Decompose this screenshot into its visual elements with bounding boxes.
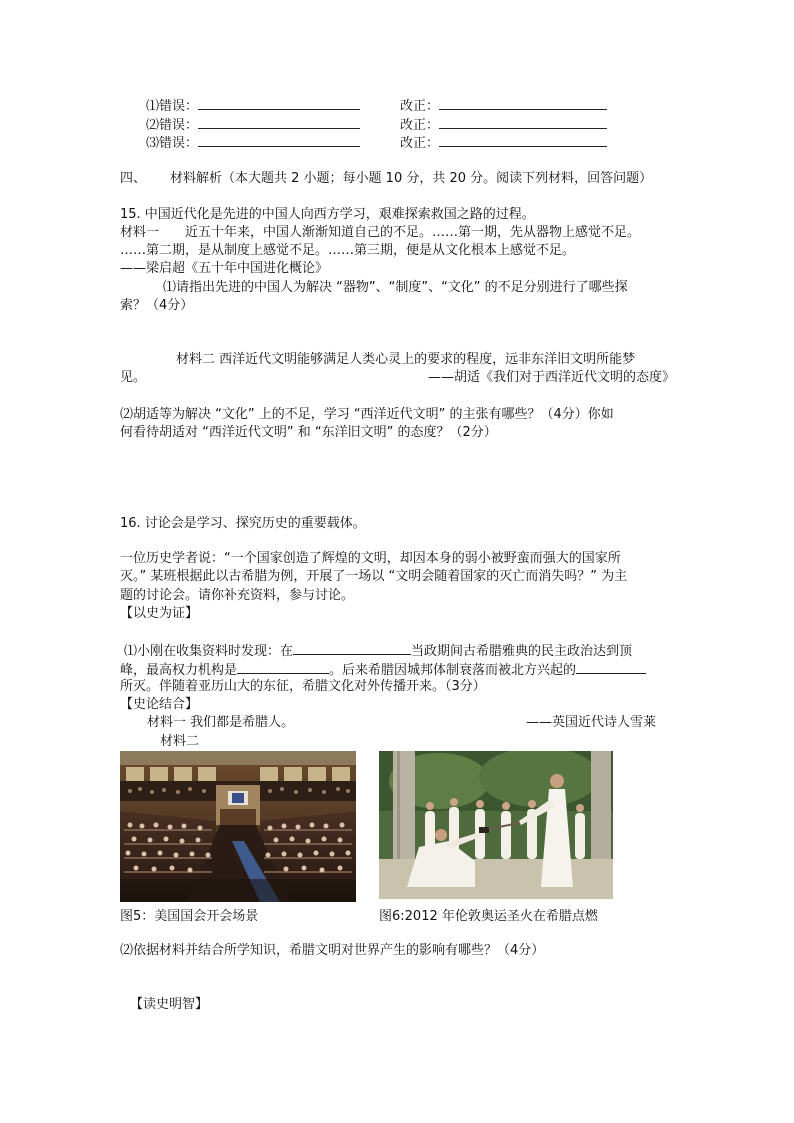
correction-row-2-fix bbox=[400, 115, 607, 134]
question-16-1-line-3: 所灭。伴随着亚历山大的东征，希腊文化对外传播开来。（3分） bbox=[120, 679, 486, 694]
section-title: 材料解析（本大题共 2 小题；每小题 10 分，共 20 分。阅读下列材料，回答问题） bbox=[170, 171, 653, 186]
material-1-source: ——梁启超《五十年中国进化概论》 bbox=[120, 261, 329, 276]
answer-blank-institution[interactable] bbox=[237, 660, 329, 674]
answer-blank-conqueror[interactable] bbox=[576, 660, 646, 674]
fix-answer-blank[interactable] bbox=[439, 133, 607, 147]
material-2-source: ——胡适《我们对于西洋近代文明的态度》 bbox=[428, 370, 676, 385]
figure-5-caption: 图5：美国国会开会场景 bbox=[120, 909, 259, 924]
material-1-16: 材料一 我们都是希腊人。 bbox=[147, 715, 295, 730]
fix-label: 改正： bbox=[400, 99, 440, 114]
question-16-intro-3: 题的讨论会。请你补充资料，参与讨论。 bbox=[120, 588, 355, 603]
answer-blank-ruler[interactable] bbox=[293, 641, 411, 655]
question-16-2: ⑵依据材料并结合所学知识，希腊文明对世界产生的影响有哪些？（4分） bbox=[120, 943, 545, 958]
error-label: ⑵错误： bbox=[146, 118, 199, 133]
correction-row-2 bbox=[146, 115, 360, 134]
q16-1-text-c: 峰，最高权力机构是 bbox=[120, 663, 238, 678]
material-2-16-label: 材料二 bbox=[160, 734, 200, 749]
question-16-title: 16. 讨论会是学习、探究历史的重要载体。 bbox=[120, 516, 366, 531]
fix-answer-blank[interactable] bbox=[439, 96, 607, 110]
material-2-line-2: 见。 bbox=[120, 370, 147, 385]
fix-answer-blank[interactable] bbox=[439, 115, 607, 129]
q16-1-text-a: ⑴小刚在收集资料时发现：在 bbox=[124, 644, 294, 659]
q16-1-text-d: 。后来希腊因城邦体制衰落而被北方兴起的 bbox=[329, 663, 577, 678]
correction-row-1 bbox=[146, 96, 360, 115]
congress-photo bbox=[120, 751, 356, 902]
olympic-flame-photo bbox=[379, 751, 613, 899]
material-1-label: 材料一 bbox=[120, 225, 160, 240]
fix-label: 改正： bbox=[400, 136, 440, 151]
question-16-intro-1: 一位历史学者说：“一个国家创造了辉煌的文明，却因本身的弱小被野蛮而强大的国家所 bbox=[120, 551, 621, 566]
question-16-1-line-1 bbox=[124, 641, 632, 660]
material-1-16-source: ——英国近代诗人雪莱 bbox=[526, 715, 657, 730]
error-label: ⑶错误： bbox=[146, 136, 199, 151]
error-label: ⑴错误： bbox=[146, 99, 199, 114]
material-2-line-1: 材料二 西洋近代文明能够满足人类心灵上的要求的程度，远非东洋旧文明所能梦 bbox=[176, 352, 636, 367]
material-1-line-2: ……第二期，是从制度上感觉不足。……第三期，便是从文化根本上感觉不足。 bbox=[120, 243, 576, 258]
correction-row-3-fix bbox=[400, 133, 607, 152]
heading-wisdom: 【读史明智】 bbox=[130, 997, 209, 1012]
section-number: 四、 bbox=[120, 171, 147, 186]
question-15-title: 15. 中国近代化是先进的中国人向西方学习，艰难探索救国之路的过程。 bbox=[120, 207, 535, 222]
figure-6-caption: 图6:2012 年伦敦奥运圣火在希腊点燃 bbox=[379, 909, 598, 924]
q16-1-text-b: 当政期间古希腊雅典的民主政治达到顶 bbox=[411, 644, 633, 659]
question-16-1-line-2 bbox=[120, 660, 646, 679]
correction-row-1-fix bbox=[400, 96, 607, 115]
correction-row-3 bbox=[146, 133, 360, 152]
error-answer-blank[interactable] bbox=[198, 115, 360, 129]
question-16-intro-2: 灭。” 某班根据此以古希腊为例，开展了一场以 “文明会随着国家的灭亡而消失吗？” 为主 bbox=[120, 569, 628, 584]
question-15-2-line-1: ⑵胡适等为解决 “文化” 上的不足，学习 “西洋近代文明” 的主张有哪些？（4分）你如 bbox=[120, 407, 614, 422]
heading-combine: 【史论结合】 bbox=[120, 697, 199, 712]
question-15-1-line-1: ⑴请指出先进的中国人为解决 “器物”、“制度”、“文化” 的不足分别进行了哪些探 bbox=[163, 280, 628, 295]
question-15-1-line-2: 索？（4分） bbox=[120, 298, 194, 313]
question-15-2-line-2: 何看待胡适对 “西洋近代文明” 和 “东洋旧文明” 的态度？（2分） bbox=[120, 425, 497, 440]
congress-photo-illustration bbox=[120, 751, 356, 902]
error-answer-blank[interactable] bbox=[198, 133, 360, 147]
error-answer-blank[interactable] bbox=[198, 96, 360, 110]
heading-evidence: 【以史为证】 bbox=[120, 606, 199, 621]
olympic-flame-illustration bbox=[379, 751, 613, 899]
material-1-line-1: 近五十年来，中国人渐渐知道自己的不足。……第一期，先从器物上感觉不足。 bbox=[185, 225, 641, 240]
fix-label: 改正： bbox=[400, 118, 440, 133]
